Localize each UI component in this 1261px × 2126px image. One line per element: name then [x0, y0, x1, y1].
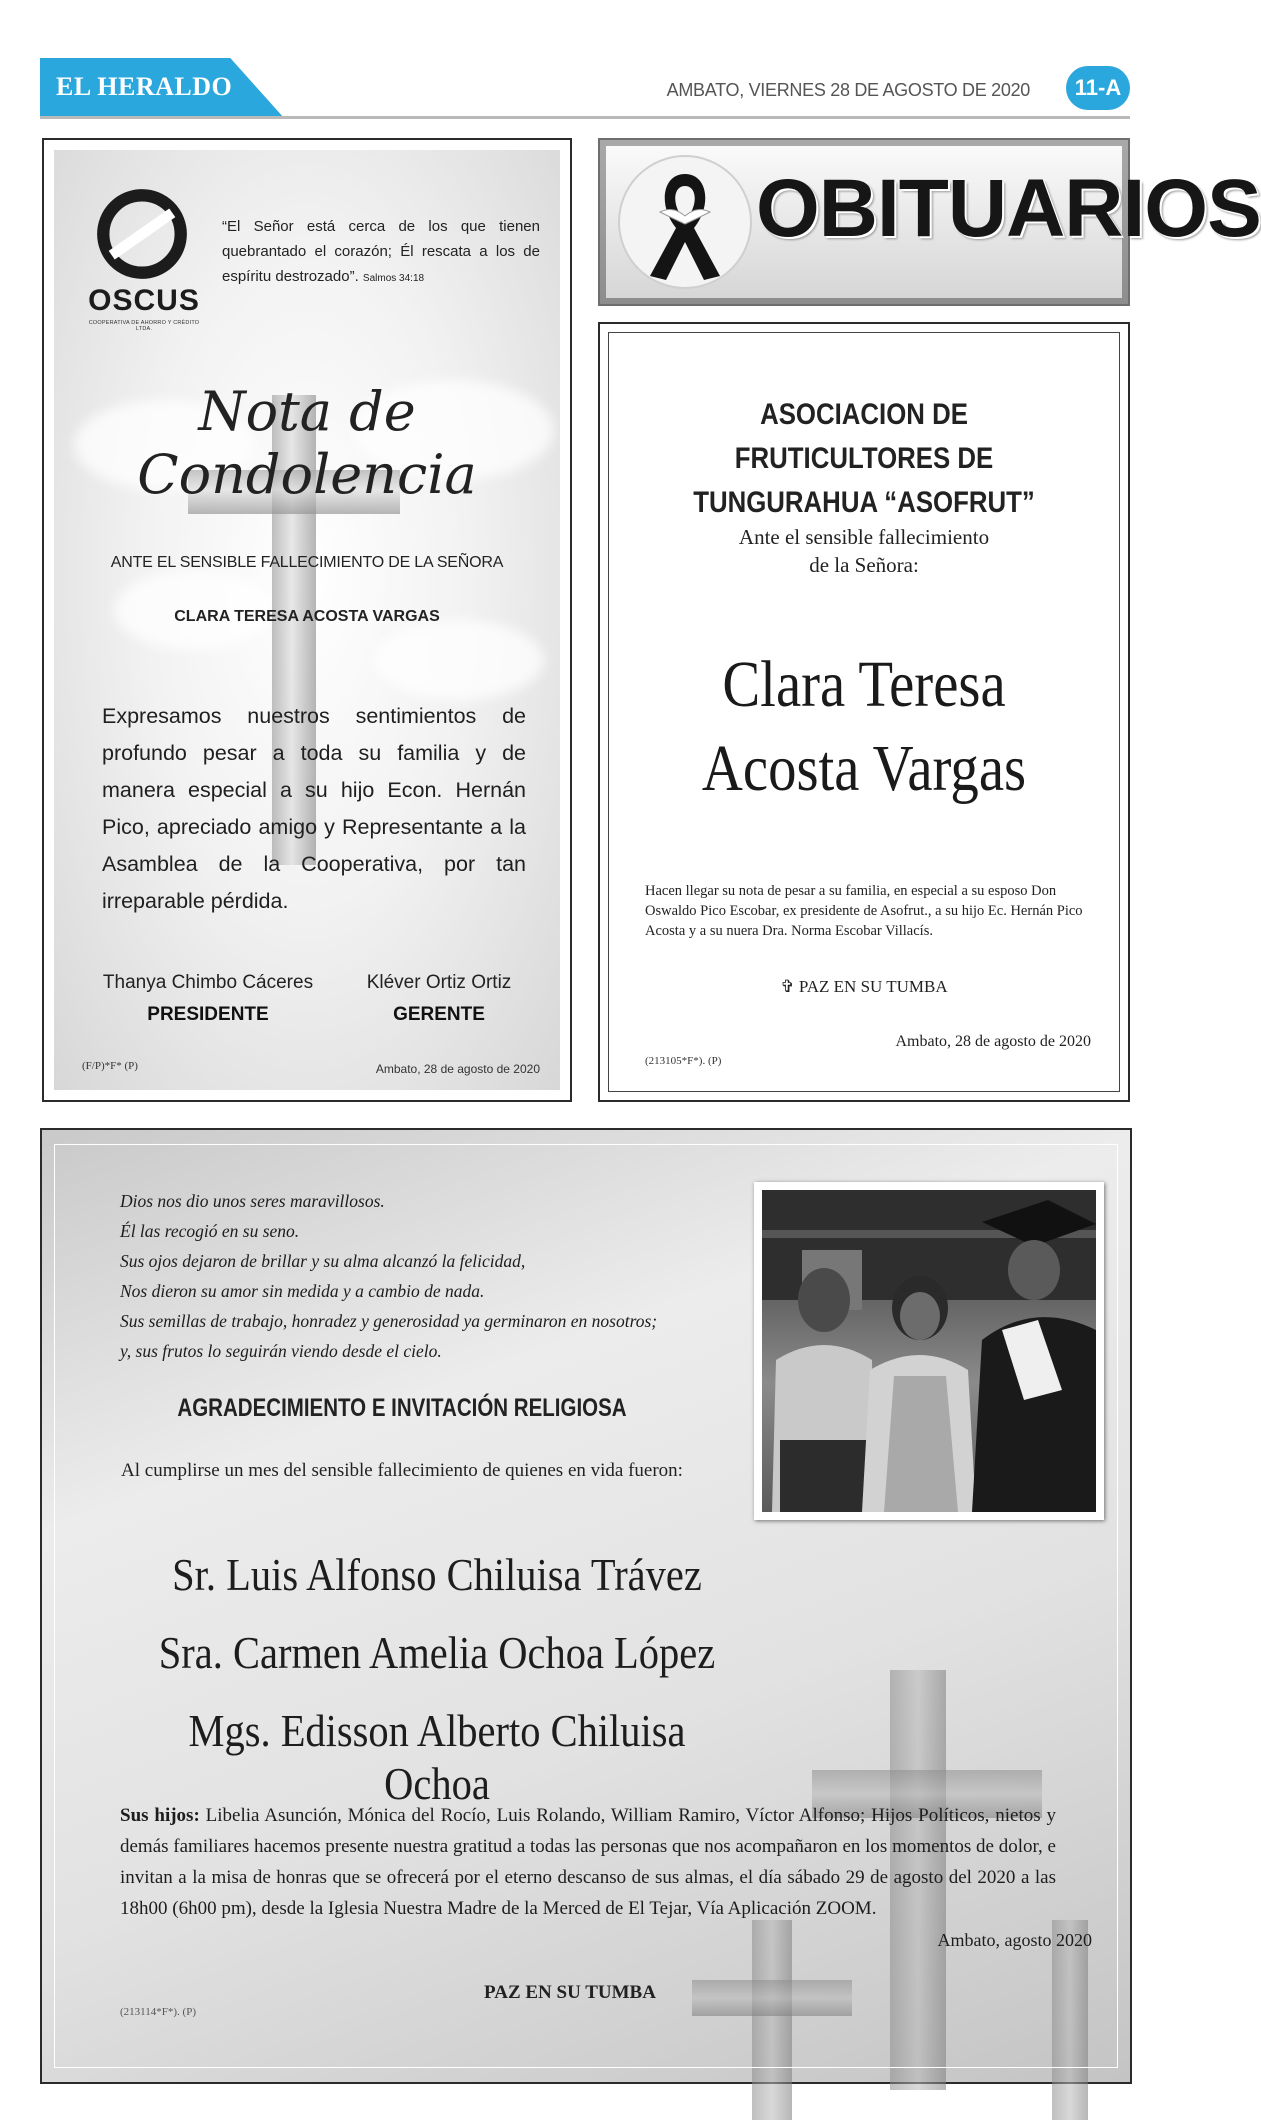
notice-intro — [609, 523, 1119, 579]
poem-line: Sus semillas de trabajo, honradez y generosidad ya germinaron en nosotros; — [120, 1311, 658, 1331]
notice-body: Hacen llegar su nota de pesar a su familia, en especial a su esposo Don Oswaldo Pico Escobar, ex presidente de Asofrut., a su hijo Ec. Hernán Pico Acosta y a su nuera Dra. Norma Escobar Villacís. — [645, 883, 1083, 939]
notice-date: Ambato, 28 de agosto de 2020 — [895, 1033, 1091, 1050]
deceased-name — [645, 643, 1084, 811]
signatory-title: GERENTE — [393, 1004, 485, 1025]
header-rule — [40, 116, 1130, 119]
deceased-name-2: Sra. Carmen Amelia Ochoa López — [158, 1627, 716, 1678]
deceased-name-line-2: Acosta Vargas — [701, 732, 1027, 805]
poem-line: Nos dieron su amor sin medida y a cambio de nada. — [120, 1281, 485, 1301]
oscus-logo-subtitle: COOPERATIVA DE AHORRO Y CRÉDITO LTDA. — [88, 320, 200, 332]
poem-line: Dios nos dio unos seres maravillosos. — [120, 1191, 385, 1211]
organization-name: ASOCIACION DE FRUTICULTORES DE TUNGURAHUA “ASOFRUT” — [693, 398, 1035, 519]
notice-date: Ambato, 28 de agosto de 2020 — [375, 1062, 540, 1076]
oscus-background — [54, 150, 560, 1090]
oscus-logo-text: OSCUS — [88, 284, 200, 317]
deceased-name-1: Sr. Luis Alfonso Chiluisa Trávez — [172, 1549, 702, 1600]
rest-in-peace-line: PAZ EN SU TUMBA — [484, 1982, 656, 2003]
intro-line-2: de la Señora: — [809, 553, 919, 577]
banner-title: OBITUARIOS — [756, 163, 1261, 254]
chiluisa-thanks-notice — [40, 1128, 1132, 2084]
deceased-name-line-1: Clara Teresa — [722, 648, 1006, 721]
poem-line: Sus ojos dejaron de brillar y su alma alcanzó la felicidad, — [120, 1251, 526, 1271]
issue-date: AMBATO, VIERNES 28 DE AGOSTO DE 2020 — [666, 80, 1030, 100]
signature-president — [98, 972, 318, 1026]
ad-code: (F/P)*F* (P) — [82, 1060, 138, 1072]
banner-panel — [606, 146, 1261, 298]
asofrut-condolence-notice — [598, 322, 1130, 1102]
bible-quote — [222, 214, 540, 291]
notice-date: Ambato, agosto 2020 — [937, 1930, 1092, 1950]
quote-text: “El Señor está cerca de los que tienen quebrantado el corazón; Él rescata a los de espíritu destrozado”. — [222, 218, 540, 285]
family-message-text: Libelia Asunción, Mónica del Rocío, Luis Rolando, William Ramiro, Víctor Alfonso; Hijos Políticos, nietos y demás familiares hacemos presente nuestra gratitud a todas las personas que nos acompañaron en los momentos de dolor, e invitan a la misa de honras que se ofrecerá por el eterno descanso de sus almas, el día sábado 29 de agosto del 2020 a las 18h00 (6h00 pm), desde la Iglesia Nuestra Madre de la Merced de El Tejar, Vía Aplicación ZOOM. — [120, 1805, 1057, 1919]
masthead: EL HERALDO — [56, 72, 233, 101]
signatory-title: PRESIDENTE — [147, 1004, 269, 1025]
notice-intro: Al cumplirse un mes del sensible fallecimiento de quienes en vida fueron: — [121, 1460, 683, 1481]
family-photo-image — [762, 1190, 1096, 1512]
family-message — [120, 1800, 1056, 1924]
family-photo — [754, 1182, 1104, 1520]
notice-title: Nota de Condolencia — [137, 380, 477, 506]
signatory-name: Thanya Chimbo Cáceres — [102, 972, 314, 993]
mourning-ribbon-icon — [610, 150, 760, 294]
signature-manager — [354, 972, 524, 1026]
deceased-name-3: Mgs. Edisson Alberto Chiluisa Ochoa — [188, 1705, 686, 1809]
family-photo-drawing — [762, 1190, 1096, 1512]
poem-line: Él las recogió en su seno. — [120, 1221, 300, 1241]
quote-reference: Salmos 34:18 — [362, 273, 425, 284]
intro-line-1: Ante el sensible fallecimiento — [738, 525, 990, 549]
notice-heading: AGRADECIMIENTO E INVITACIÓN RELIGIOSA — [177, 1394, 627, 1422]
asofrut-inner-frame — [608, 332, 1120, 1092]
notice-body: Expresamos nuestros sentimientos de profundo pesar a toda su familia y de manera especial a su hijo Econ. Hernán Pico, apreciado amigo y Representante a la Asamblea de la Cooperativa, por tan irreparable pérdida. — [102, 704, 526, 913]
poem-line: y, sus frutos lo seguirán viendo desde el cielo. — [120, 1341, 442, 1361]
signatory-name: Kléver Ortiz Ortiz — [366, 972, 512, 993]
notice-intro: ANTE EL SENSIBLE FALLECIMIENTO DE LA SEÑORA — [110, 554, 504, 571]
family-label: Sus hijos: — [120, 1805, 200, 1826]
oscus-condolence-notice — [42, 138, 572, 1102]
deceased-name: CLARA TERESA ACOSTA VARGAS — [174, 608, 440, 625]
memorial-poem — [120, 1186, 680, 1366]
ad-code: (213114*F*). (P) — [120, 2006, 196, 2018]
rest-in-peace-line: ✞ PAZ EN SU TUMBA — [780, 977, 948, 996]
obituarios-banner — [598, 138, 1261, 306]
ad-code: (213105*F*). (P) — [645, 1055, 722, 1067]
page-number-badge: 11-A — [1066, 66, 1130, 110]
oscus-logo-icon — [98, 190, 186, 278]
